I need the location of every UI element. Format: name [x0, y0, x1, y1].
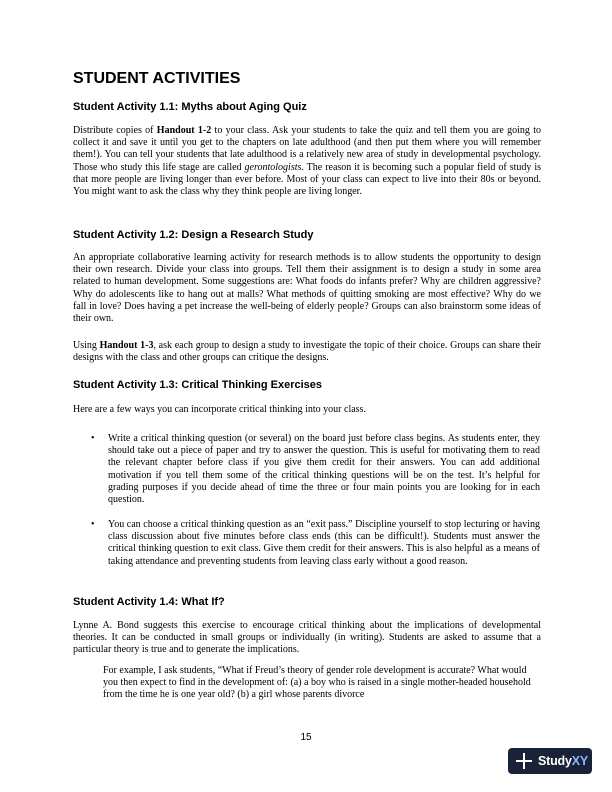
bullet-icon: •	[91, 519, 95, 530]
activity-1-3-heading: Student Activity 1.3: Critical Thinking Exercises	[73, 379, 322, 391]
activity-1-4-heading: Student Activity 1.4: What If?	[73, 596, 225, 608]
term-gerontologists: gerontologists	[244, 161, 302, 173]
activity-1-3-intro: Here are a few ways you can incorporate critical thinking into your class.	[73, 404, 366, 415]
activity-1-4-quote: For example, I ask students, “What if Freud’s theory of gender role development is accurate? What would you then expect to find in the development of: (a) a boy who is raised in a single mother-headed household from the time he is one year old? (b) a girl whose parents divorce	[103, 665, 531, 701]
page-number: 15	[300, 732, 312, 743]
activity-1-2-paragraph-1: An appropriate collaborative learning activity for research methods is to allow students the opportunity to design their own research. Divide your class into groups. Tell them their assignment is to design a study in some area related to human development. Some suggestions are: What foods do infants prefer? Why are children aggressive? Why do adolescents like to hang out at malls? What methods of quitting smoking are most effective? Why do we fall in love? Does having a pet increase the well-being of elderly people? Groups can also brainstorm some ideas of their own.	[73, 252, 541, 325]
studyxy-badge[interactable]	[508, 748, 592, 774]
handout-1-3-ref: Handout 1-3	[99, 340, 154, 351]
handout-1-2-ref: Handout 1-2	[156, 125, 212, 136]
bullet-icon: •	[91, 433, 95, 444]
plus-icon	[515, 752, 533, 770]
bullet-text: Write a critical thinking question (or several) on the board just before class begins. As students enter, they should take out a piece of paper and try to answer the question. This is useful for motivating them to read the relevant chapter before class if you give them credit for their answers. You can add additional motivation if you tell them some of the critical thinking questions will be on the test. It’s helpful for grading purposes if you decide ahead of time the three or four main points you are looking for in each question.	[108, 433, 540, 506]
studyxy-logo-text: StudyXY	[538, 754, 589, 768]
activity-1-2-heading: Student Activity 1.2: Design a Research Study	[73, 229, 314, 241]
activity-1-4-paragraph: Lynne A. Bond suggests this exercise to encourage critical thinking about the implications of developmental theories. It can be conducted in small groups or individually (in writing). Students are asked to assume that a particular theory is true and to generate the implications.	[73, 620, 541, 656]
activity-1-1-heading: Student Activity 1.1: Myths about Aging Quiz	[73, 101, 307, 113]
page-title: STUDENT ACTIVITIES	[73, 70, 241, 87]
bullet-text: You can choose a critical thinking question as an “exit pass.” Discipline yourself to stop lecturing or having class discussion about five minutes before class ends (this can be difficult!). Students must answer the critical thinking question to exit class. Give them credit for their answers. This is also helpful as a means of taking attendance and preventing students from leaving class early without a good reason.	[108, 519, 540, 567]
activity-1-2-paragraph-2: Using Handout 1-3, ask each group to design a study to investigate the topic of their choice. Groups can share their designs with the class and other groups can critique the designs.	[73, 340, 541, 364]
activity-1-1-paragraph: Distribute copies of Handout 1-2 to your class. Ask your students to take the quiz and tell them you are going to collect it and save it until you get to the chapters on late adulthood (and then put them where you will remember them!). You can tell your students that late adulthood is a relatively new area of study in developmental psychology. Those who study this life stage are called gerontologists. The reason it is becoming such a popular field of study is that more people are living longer than ever before. Most of your class can expect to live into their 80s or beyond. You might want to ask the class why they think people are living longer.	[73, 125, 542, 198]
